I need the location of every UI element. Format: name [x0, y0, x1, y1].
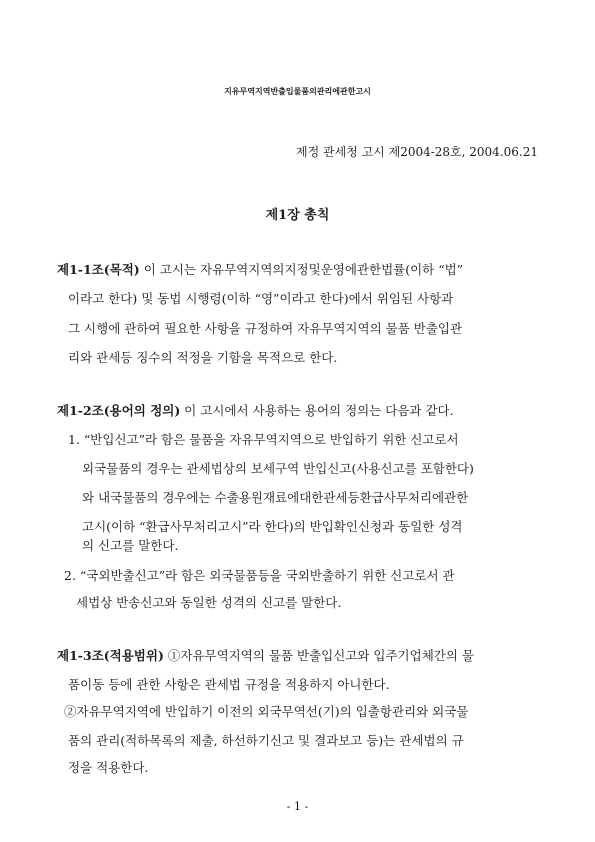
article-2-item-1-line-3: 와 내국물품의 경우에는 수출용원재료에대한관세등환급사무처리에관한 — [82, 490, 469, 505]
article-2-first-line — [57, 403, 454, 419]
article-1-heading: 제1-1조(목적) — [57, 262, 140, 277]
article-2-item-1-line-5: 의 신고를 말한다. — [82, 538, 179, 553]
article-1-line-4: 리와 관세등 징수의 적정을 기함을 목적으로 한다. — [68, 350, 338, 365]
chapter-heading: 제1장 총칙 — [265, 208, 330, 223]
document-title: 지유무역지역반출입물품의관리에관한고시 — [224, 86, 371, 96]
enactment-info: 제정 관세청 고시 제2004-28호, 2004.06.21 — [296, 145, 538, 159]
article-2-item-1-line-4: 고시(이하 “환급사무처리고시”라 한다)의 반입확인신청과 동일한 성격 — [82, 519, 463, 534]
article-1-line-2: 이라고 한다) 및 동법 시행령(이하 “영”이라고 한다)에서 위임된 사항과 — [68, 291, 454, 306]
article-2-text: 이 고시에서 사용하는 용어의 정의는 다음과 같다. — [180, 403, 454, 418]
article-3-heading: 제1-3조(적용범위) — [57, 648, 164, 663]
article-2-item-1-line-1: 1. “반입신고”라 함은 물품을 자유무역지역으로 반입하기 위한 신고로서 — [68, 432, 459, 447]
article-3-line-5: 정을 적용한다. — [68, 760, 149, 775]
article-2-heading: 제1-2조(용어의 정의) — [57, 403, 181, 418]
article-3-text: ①자유무역지역의 물품 반출입신고와 입주기업체간의 물 — [163, 648, 474, 663]
article-1-first-line — [57, 262, 463, 278]
article-2-item-2-line-2: 세법상 반송신고와 동일한 성격의 신고를 말한다. — [76, 595, 342, 610]
article-3-first-line — [57, 648, 474, 664]
article-1-text: 이 고시는 자유무역지역의지정및운영에관한법률(이하 “법” — [139, 262, 464, 277]
article-3-line-4: 품의 관리(적하목록의 제출, 하선하기신고 및 결과보고 등)는 관세법의 규 — [68, 733, 464, 748]
article-3-line-2: 품이동 등에 관한 사항은 관세법 규정을 적용하지 아니한다. — [68, 677, 390, 692]
article-2-item-1-line-2: 외국물품의 경우는 관세법상의 보세구역 반입신고(사용신고를 포함한다) — [82, 461, 474, 476]
article-3-line-3: ②자유무역지역에 반입하기 이전의 외국무역선(기)의 입출항관리와 외국물 — [64, 704, 469, 719]
article-1-line-3: 그 시행에 관하여 필요한 사항을 규정하여 자유무역지역의 물품 반출입관 — [68, 321, 463, 336]
article-2-item-2-line-1: 2. “국외반출신고”라 함은 외국물품등을 국외반출하기 위한 신고로서 관 — [64, 568, 455, 583]
page-number: - 1 - — [286, 800, 309, 813]
